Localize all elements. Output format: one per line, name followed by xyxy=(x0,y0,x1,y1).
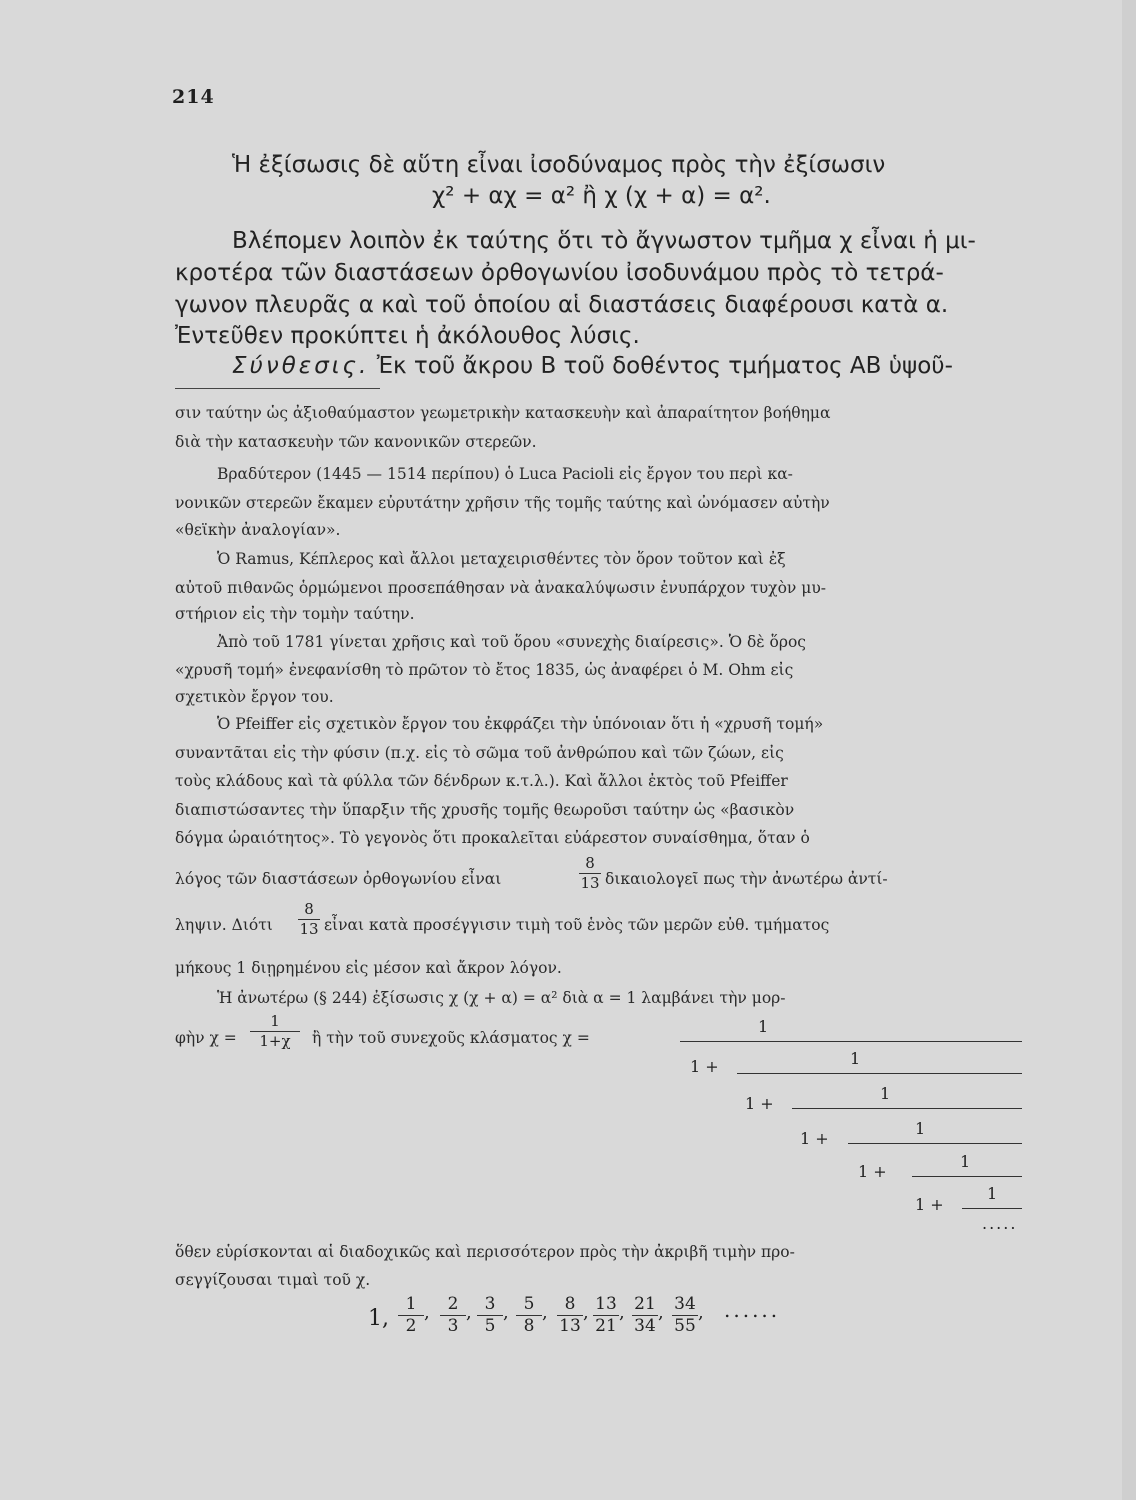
foot-line-17b: δικαιολογεῖ πως τὴν ἀνωτέρω ἀντί- xyxy=(605,870,888,888)
main-line-7-text: Ἐκ τοῦ ἄκρου Β τοῦ δοθέντος τμήματος ΑΒ ὑψοῦ- xyxy=(376,353,953,379)
fraction-numerator: 2 xyxy=(447,1294,459,1314)
foot-line-12: Ὁ Pfeiffer εἰς σχετικὸν ἔργον του ἐκφράζει τὴν ὑπόνοιαν ὅτι ἡ «χρυσῆ τομή» xyxy=(217,715,824,733)
cf-numerator-5: 1 xyxy=(960,1152,971,1171)
foot-line-3: Βραδύτερον (1445 — 1514 περίπου) ὁ Luca Pacioli εἰς ἔργον του περὶ κα- xyxy=(217,465,793,483)
fraction-numerator: 8 xyxy=(564,1294,576,1314)
sequence-fraction xyxy=(557,1296,583,1335)
sequence-fraction xyxy=(672,1296,698,1335)
sequence-ellipsis: ...... xyxy=(724,1298,781,1322)
sequence-comma: , xyxy=(619,1302,625,1323)
fraction-numerator: 34 xyxy=(674,1294,696,1314)
fraction-numerator: 21 xyxy=(634,1294,656,1314)
synthesis-heading: Σύνθεσις. xyxy=(232,353,370,379)
sequence-comma: , xyxy=(424,1302,430,1323)
foot-line-1: σιν ταύτην ὡς ἀξιοθαύμαστον γεωμετρικὴν κατασκευὴν καὶ ἀπαραίτητον βοήθημα xyxy=(175,404,831,422)
sequence-fraction xyxy=(477,1296,503,1335)
foot-line-10: «χρυσῆ τομή» ἐνεφανίσθη τὸ πρῶτον τὸ ἔτος 1835, ὡς ἀναφέρει ὁ Μ. Ohm εἰς xyxy=(175,661,794,679)
fraction-8-13-b xyxy=(298,902,320,937)
page-edge xyxy=(1122,0,1136,1500)
cf-bar-5 xyxy=(912,1176,1022,1177)
cf-bar-1 xyxy=(680,1041,1022,1042)
fraction-denominator: 13 xyxy=(559,1316,581,1336)
foot-line-17a: λόγος τῶν διαστάσεων ὀρθογωνίου εἶναι xyxy=(175,870,502,888)
fraction-denominator: 3 xyxy=(447,1316,459,1336)
fraction-numerator: 8 xyxy=(585,854,595,872)
foot-line-13: συναντᾶται εἰς τὴν φύσιν (π.χ. εἰς τὸ σῶμα τοῦ ἀνθρώπου καὶ τῶν ζώων, εἰς xyxy=(175,744,784,762)
foot-line-2: διὰ τὴν κατασκευὴν τῶν κανονικῶν στερεῶν. xyxy=(175,433,537,451)
cf-numerator-4: 1 xyxy=(915,1119,926,1138)
foot-line-23: σεγγίζουσαι τιμαὶ τοῦ χ. xyxy=(175,1271,371,1289)
foot-line-7: αὐτοῦ πιθανῶς ὁρμώμενοι προσεπάθησαν νὰ ἀνακαλύψωσιν ἐνυπάρχον τυχὸν μυ- xyxy=(175,579,826,597)
sequence-comma: , xyxy=(503,1302,509,1323)
cf-plus-1: 1 + xyxy=(690,1057,719,1076)
cf-plus-4: 1 + xyxy=(858,1162,887,1181)
foot-line-14: τοὺς κλάδους καὶ τὰ φύλλα τῶν δένδρων κ.τ.λ.). Καὶ ἄλλοι ἐκτὸς τοῦ Pfeiffer xyxy=(175,772,788,790)
fraction-denominator: 55 xyxy=(674,1316,696,1336)
sequence-comma: , xyxy=(698,1302,704,1323)
fraction-numerator: 13 xyxy=(595,1294,617,1314)
cf-numerator-1: 1 xyxy=(758,1017,769,1036)
cf-ellipsis: ..... xyxy=(982,1214,1018,1233)
foot-line-8: στήριον εἰς τὴν τομὴν ταύτην. xyxy=(175,605,415,623)
cf-numerator-2: 1 xyxy=(850,1049,861,1068)
cf-bar-6 xyxy=(962,1208,1022,1209)
sequence-fraction xyxy=(632,1296,658,1335)
fraction-denominator: 13 xyxy=(580,874,600,892)
sequence-comma: , xyxy=(542,1302,548,1323)
foot-line-16: δόγμα ὡραιότητος». Τὸ γεγονὸς ὅτι προκαλεῖται εὐάρεστον συναίσθημα, ὅταν ὁ xyxy=(175,829,810,847)
foot-line-19: μήκους 1 διῃρημένου εἰς μέσον καὶ ἄκρον λόγον. xyxy=(175,959,562,977)
sequence-fraction xyxy=(440,1296,466,1335)
cf-bar-3 xyxy=(792,1108,1022,1109)
foot-line-6: Ὁ Ramus, Κέπλερος καὶ ἄλλοι μεταχειρισθέντες τὸν ὅρον τοῦτον καὶ ἐξ xyxy=(217,550,786,568)
foot-line-20: Ἡ ἀνωτέρω (§ 244) ἐξίσωσις χ (χ + α) = α² διὰ α = 1 λαμβάνει τὴν μορ- xyxy=(217,989,786,1007)
fraction-numerator: 5 xyxy=(523,1294,535,1314)
foot-line-18a: ληψιν. Διότι xyxy=(175,916,273,934)
cf-bar-4 xyxy=(848,1143,1022,1144)
cf-plus-2: 1 + xyxy=(745,1094,774,1113)
foot-line-22: ὅθεν εὑρίσκονται αἱ διαδοχικῶς καὶ περισσότερον πρὸς τὴν ἀκριβῆ τιμὴν προ- xyxy=(175,1243,795,1261)
main-line-2: χ² + αχ = α² ἢ χ (χ + α) = α². xyxy=(432,183,771,209)
fraction-denominator: 2 xyxy=(405,1316,417,1336)
foot-line-21a: φὴν χ = xyxy=(175,1029,237,1047)
fraction-denominator: 5 xyxy=(484,1316,496,1336)
fraction-numerator: 3 xyxy=(484,1294,496,1314)
fraction-8-13-a xyxy=(579,856,601,891)
fraction-denominator: 13 xyxy=(299,920,319,938)
main-line-5: γωνον πλευρᾶς α καὶ τοῦ ὁποίου αἱ διαστάσεις διαφέρουσι κατὰ α. xyxy=(175,292,949,318)
foot-line-11: σχετικὸν ἔργον του. xyxy=(175,688,334,706)
sequence-fraction xyxy=(516,1296,542,1335)
cf-numerator-6: 1 xyxy=(987,1184,998,1203)
fraction-denominator: 21 xyxy=(595,1316,617,1336)
sequence-first: 1, xyxy=(368,1306,389,1331)
fraction-denominator: 34 xyxy=(634,1316,656,1336)
foot-line-5: «θεϊκὴν ἀναλογίαν». xyxy=(175,521,341,539)
main-line-7 xyxy=(232,353,953,379)
cf-bar-2 xyxy=(737,1073,1022,1074)
fraction-numerator: 1 xyxy=(405,1294,417,1314)
main-line-4: κροτέρα τῶν διαστάσεων ὀρθογωνίου ἰσοδυνάμου πρὸς τὸ τετρά- xyxy=(175,260,944,286)
fraction-denominator: 8 xyxy=(523,1316,535,1336)
foot-line-9: Ἀπὸ τοῦ 1781 γίνεται χρῆσις καὶ τοῦ ὅρου «συνεχὴς διαίρεσις». Ὁ δὲ ὅρος xyxy=(217,633,806,651)
foot-line-15: διαπιστώσαντες τὴν ὕπαρξιν τῆς χρυσῆς τομῆς θεωροῦσι ταύτην ὡς «βασικὸν xyxy=(175,801,795,819)
sequence-fraction xyxy=(398,1296,424,1335)
fraction-1-over-1-plus-x xyxy=(250,1014,300,1049)
main-line-3: Βλέπομεν λοιπὸν ἐκ ταύτης ὅτι τὸ ἄγνωστον τμῆμα χ εἶναι ἡ μι- xyxy=(232,228,976,254)
cf-plus-3: 1 + xyxy=(800,1129,829,1148)
cf-plus-5: 1 + xyxy=(915,1195,944,1214)
main-line-6: Ἐντεῦθεν προκύπτει ἡ ἀκόλουθος λύσις. xyxy=(175,323,640,349)
page-number: 214 xyxy=(172,86,215,108)
sequence-comma: , xyxy=(658,1302,664,1323)
foot-line-18b: εἶναι κατὰ προσέγγισιν τιμὴ τοῦ ἑνὸς τῶν μερῶν εὐθ. τμήματος xyxy=(324,916,830,934)
fraction-numerator: 8 xyxy=(304,900,314,918)
sequence-comma: , xyxy=(466,1302,472,1323)
foot-line-21b: ἢ τὴν τοῦ συνεχοῦς κλάσματος χ = xyxy=(312,1029,590,1047)
sequence-comma: , xyxy=(583,1302,589,1323)
cf-numerator-3: 1 xyxy=(880,1084,891,1103)
footnote-rule xyxy=(175,388,380,389)
foot-line-4: νονικῶν στερεῶν ἔκαμεν εὐρυτάτην χρῆσιν τῆς τομῆς ταύτης καὶ ὠνόμασεν αὐτὴν xyxy=(175,494,830,512)
fraction-denominator: 1+χ xyxy=(259,1032,291,1050)
fraction-numerator: 1 xyxy=(270,1012,280,1030)
main-line-1: Ἡ ἐξίσωσις δὲ αὕτη εἶναι ἰσοδύναμος πρὸς τὴν ἐξίσωσιν xyxy=(232,152,886,178)
sequence-fraction xyxy=(593,1296,619,1335)
